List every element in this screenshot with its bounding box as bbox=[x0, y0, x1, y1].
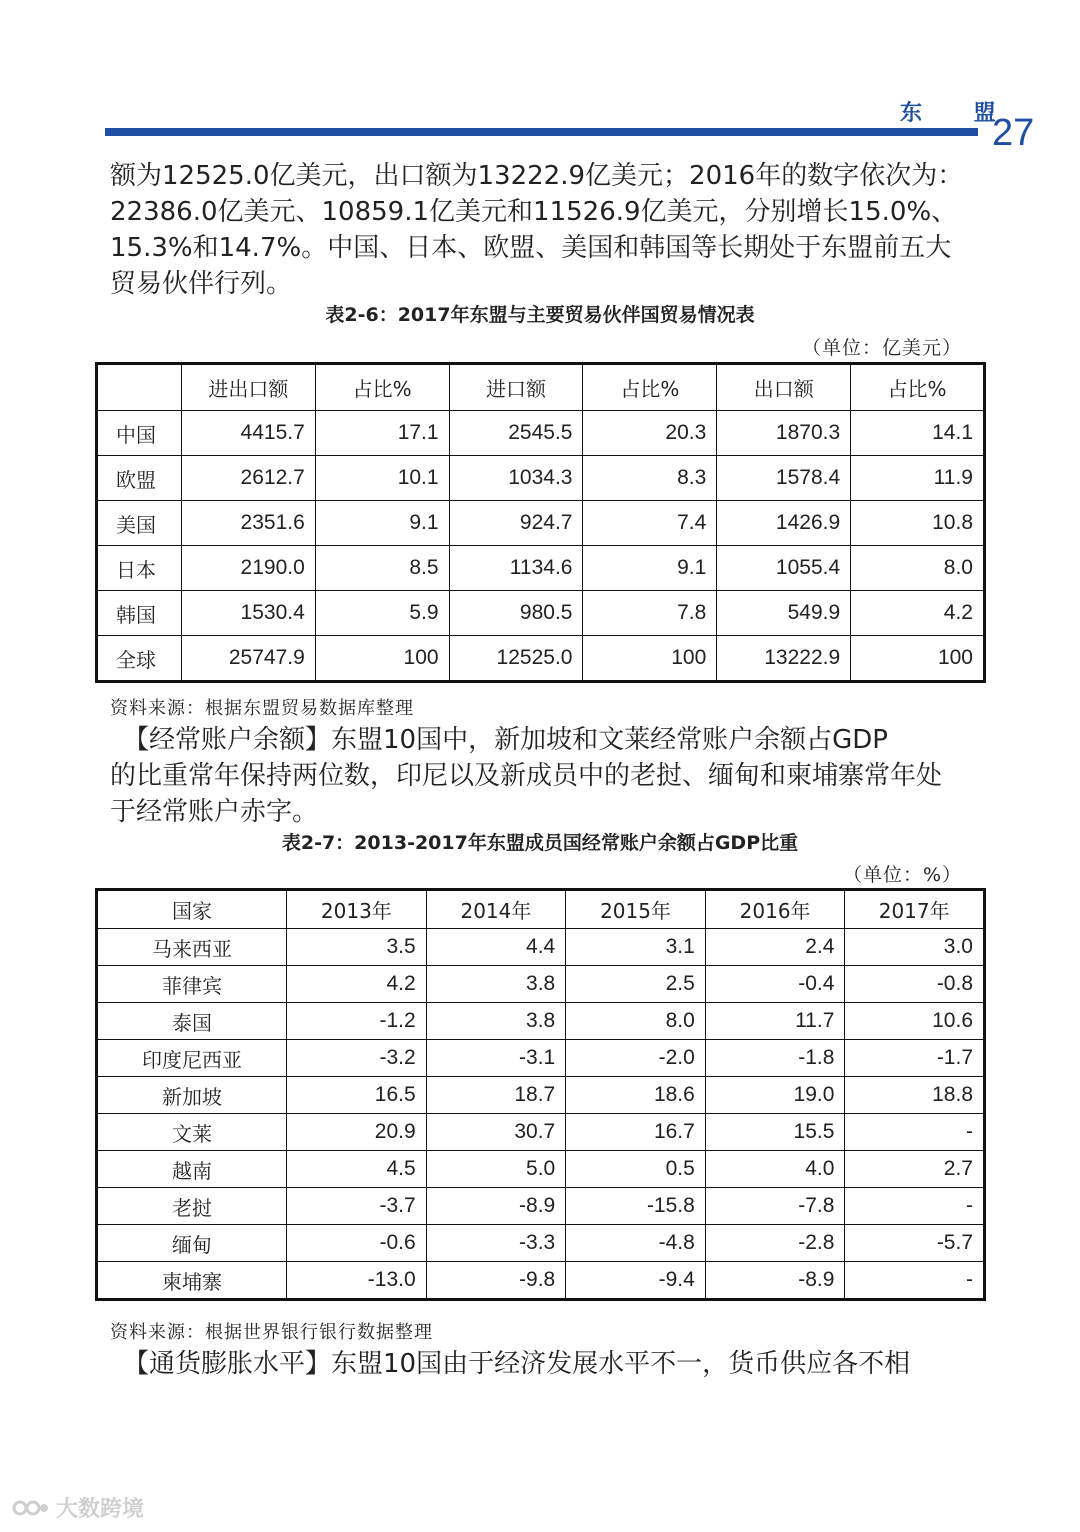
table2-source: 资料来源：根据世界银行银行数据整理 bbox=[110, 1322, 433, 1343]
table-cell: 10.8 bbox=[851, 501, 985, 546]
table-cell: 3.8 bbox=[426, 966, 566, 1003]
paragraph-line: 【通货膨胀水平】东盟10国由于经济发展水平不一，货币供应各不相 bbox=[110, 1349, 911, 1379]
table2-unit: （单位：%） bbox=[842, 864, 962, 886]
table-cell: 4.5 bbox=[287, 1151, 427, 1188]
paragraph-3 bbox=[110, 1346, 980, 1382]
header-rule bbox=[105, 128, 978, 136]
table-cell: -5.7 bbox=[845, 1225, 985, 1262]
table-cell: 10.6 bbox=[845, 1003, 985, 1040]
table-cell: 5.0 bbox=[426, 1151, 566, 1188]
table-row bbox=[97, 591, 985, 636]
column-header: 出口额 bbox=[717, 364, 851, 411]
row-label: 美国 bbox=[97, 501, 182, 546]
watermark-text: 大数跨境 bbox=[56, 1497, 145, 1522]
table-cell: 8.0 bbox=[566, 1003, 706, 1040]
column-header: 国家 bbox=[97, 890, 287, 929]
table-cell: 1055.4 bbox=[717, 546, 851, 591]
row-label: 泰国 bbox=[97, 1003, 287, 1040]
row-label: 老挝 bbox=[97, 1188, 287, 1225]
watermark bbox=[12, 1492, 144, 1523]
table-row bbox=[97, 1003, 985, 1040]
column-header: 2014年 bbox=[426, 890, 566, 929]
table-cell: 30.7 bbox=[426, 1114, 566, 1151]
table-row bbox=[97, 1077, 985, 1114]
table-cell: 15.5 bbox=[705, 1114, 845, 1151]
table-cell: 1870.3 bbox=[717, 411, 851, 456]
table-cell: 18.6 bbox=[566, 1077, 706, 1114]
table-cell: -7.8 bbox=[705, 1188, 845, 1225]
column-header: 2015年 bbox=[566, 890, 706, 929]
table-cell: 2.7 bbox=[845, 1151, 985, 1188]
table-cell: 5.9 bbox=[315, 591, 449, 636]
table-cell: 100 bbox=[851, 636, 985, 682]
table-cell: -8.9 bbox=[705, 1262, 845, 1300]
current-account-table bbox=[95, 888, 986, 1301]
table-row bbox=[97, 411, 985, 456]
table-cell: 4.4 bbox=[426, 929, 566, 966]
table-cell: -15.8 bbox=[566, 1188, 706, 1225]
watermark-logo-icon bbox=[12, 1497, 50, 1519]
table-cell: -1.7 bbox=[845, 1040, 985, 1077]
table-cell: -3.1 bbox=[426, 1040, 566, 1077]
table-cell: 3.1 bbox=[566, 929, 706, 966]
table-cell: 0.5 bbox=[566, 1151, 706, 1188]
column-header: 2017年 bbox=[845, 890, 985, 929]
row-label: 印度尼西亚 bbox=[97, 1040, 287, 1077]
column-header: 进口额 bbox=[449, 364, 583, 411]
trade-partners-table bbox=[95, 362, 986, 683]
table-cell: 11.7 bbox=[705, 1003, 845, 1040]
table-cell: -9.4 bbox=[566, 1262, 706, 1300]
table-cell: -2.8 bbox=[705, 1225, 845, 1262]
table-cell: 20.9 bbox=[287, 1114, 427, 1151]
paragraph-line: 【经常账户余额】东盟10国中，新加坡和文莱经常账户余额占GDP bbox=[110, 725, 888, 755]
table-cell: 16.5 bbox=[287, 1077, 427, 1114]
table-cell: 11.9 bbox=[851, 456, 985, 501]
table-cell: -0.8 bbox=[845, 966, 985, 1003]
table-cell: -3.3 bbox=[426, 1225, 566, 1262]
table-row bbox=[97, 636, 985, 682]
table-cell: 1530.4 bbox=[181, 591, 315, 636]
table-cell: -8.9 bbox=[426, 1188, 566, 1225]
table-cell: -2.0 bbox=[566, 1040, 706, 1077]
row-label: 文莱 bbox=[97, 1114, 287, 1151]
row-label: 中国 bbox=[97, 411, 182, 456]
table-cell: 14.1 bbox=[851, 411, 985, 456]
table-cell: -1.8 bbox=[705, 1040, 845, 1077]
column-header: 占比% bbox=[583, 364, 717, 411]
table-cell: -0.4 bbox=[705, 966, 845, 1003]
paragraph-line: 22386.0亿美元、10859.1亿美元和11526.9亿美元，分别增长15.0%、 bbox=[110, 197, 958, 227]
column-header: 进出口额 bbox=[181, 364, 315, 411]
table-cell: 9.1 bbox=[583, 546, 717, 591]
table-cell: 2190.0 bbox=[181, 546, 315, 591]
row-label: 马来西亚 bbox=[97, 929, 287, 966]
table-row bbox=[97, 456, 985, 501]
table-row bbox=[97, 546, 985, 591]
table-row bbox=[97, 501, 985, 546]
table1-caption: 表2-6：2017年东盟与主要贸易伙伴国贸易情况表 bbox=[325, 304, 755, 326]
table-cell: 2.5 bbox=[566, 966, 706, 1003]
row-label: 日本 bbox=[97, 546, 182, 591]
table-row bbox=[97, 1114, 985, 1151]
table-header-row bbox=[97, 890, 985, 929]
table-row bbox=[97, 1225, 985, 1262]
table-cell: 16.7 bbox=[566, 1114, 706, 1151]
section-title: 东 盟 bbox=[900, 101, 1018, 126]
table2-caption: 表2-7：2013-2017年东盟成员国经常账户余额占GDP比重 bbox=[281, 832, 799, 854]
table-cell: 18.8 bbox=[845, 1077, 985, 1114]
table-cell: -0.6 bbox=[287, 1225, 427, 1262]
table-header-row bbox=[97, 364, 985, 411]
table-cell: 4415.7 bbox=[181, 411, 315, 456]
paragraph-line: 于经常账户赤字。 bbox=[110, 797, 319, 827]
table-row bbox=[97, 1040, 985, 1077]
table-cell: 2612.7 bbox=[181, 456, 315, 501]
page-number: 27 bbox=[992, 112, 1035, 154]
row-label: 韩国 bbox=[97, 591, 182, 636]
paragraph-line: 额为12525.0亿美元，出口额为13222.9亿美元；2016年的数字依次为： bbox=[110, 161, 964, 191]
row-label: 菲律宾 bbox=[97, 966, 287, 1003]
table-cell: 10.1 bbox=[315, 456, 449, 501]
column-header: 占比% bbox=[315, 364, 449, 411]
table-cell: 2351.6 bbox=[181, 501, 315, 546]
table-cell: -1.2 bbox=[287, 1003, 427, 1040]
table-row bbox=[97, 966, 985, 1003]
row-label: 全球 bbox=[97, 636, 182, 682]
column-header: 占比% bbox=[851, 364, 985, 411]
table-cell: 8.3 bbox=[583, 456, 717, 501]
column-header bbox=[97, 364, 182, 411]
table-cell: - bbox=[845, 1262, 985, 1300]
table-cell: -3.2 bbox=[287, 1040, 427, 1077]
table-cell: - bbox=[845, 1188, 985, 1225]
paragraph-1 bbox=[110, 158, 980, 302]
table-cell: 924.7 bbox=[449, 501, 583, 546]
table-cell: 1134.6 bbox=[449, 546, 583, 591]
table-row bbox=[97, 1188, 985, 1225]
table-cell: 20.3 bbox=[583, 411, 717, 456]
table-cell: -13.0 bbox=[287, 1262, 427, 1300]
table-cell: 4.2 bbox=[287, 966, 427, 1003]
table-row bbox=[97, 1151, 985, 1188]
paragraph-line: 15.3%和14.7%。中国、日本、欧盟、美国和韩国等长期处于东盟前五大 bbox=[110, 233, 952, 263]
paragraph-line: 的比重常年保持两位数，印尼以及新成员中的老挝、缅甸和柬埔寨常年处 bbox=[110, 761, 943, 791]
table-cell: 3.0 bbox=[845, 929, 985, 966]
table-cell: 8.0 bbox=[851, 546, 985, 591]
table-cell: 1578.4 bbox=[717, 456, 851, 501]
table-cell: 2.4 bbox=[705, 929, 845, 966]
row-label: 新加坡 bbox=[97, 1077, 287, 1114]
table-cell: 25747.9 bbox=[181, 636, 315, 682]
table1-source: 资料来源：根据东盟贸易数据库整理 bbox=[110, 698, 414, 719]
table-cell: - bbox=[845, 1114, 985, 1151]
row-label: 欧盟 bbox=[97, 456, 182, 501]
table-cell: 7.8 bbox=[583, 591, 717, 636]
table-cell: 18.7 bbox=[426, 1077, 566, 1114]
table-cell: 100 bbox=[315, 636, 449, 682]
table1-unit: （单位：亿美元） bbox=[801, 337, 962, 359]
table-cell: 1034.3 bbox=[449, 456, 583, 501]
table-cell: 17.1 bbox=[315, 411, 449, 456]
row-label: 越南 bbox=[97, 1151, 287, 1188]
table-cell: 1426.9 bbox=[717, 501, 851, 546]
table-cell: 549.9 bbox=[717, 591, 851, 636]
table-cell: -3.7 bbox=[287, 1188, 427, 1225]
table-cell: 3.5 bbox=[287, 929, 427, 966]
column-header: 2016年 bbox=[705, 890, 845, 929]
table-cell: 7.4 bbox=[583, 501, 717, 546]
table-cell: -4.8 bbox=[566, 1225, 706, 1262]
paragraph-2 bbox=[110, 722, 980, 830]
table-cell: 4.2 bbox=[851, 591, 985, 636]
table-cell: 9.1 bbox=[315, 501, 449, 546]
row-label: 缅甸 bbox=[97, 1225, 287, 1262]
table-cell: 19.0 bbox=[705, 1077, 845, 1114]
table-cell: 8.5 bbox=[315, 546, 449, 591]
table-cell: 4.0 bbox=[705, 1151, 845, 1188]
column-header: 2013年 bbox=[287, 890, 427, 929]
table-cell: 3.8 bbox=[426, 1003, 566, 1040]
row-label: 柬埔寨 bbox=[97, 1262, 287, 1300]
table-cell: 980.5 bbox=[449, 591, 583, 636]
table-row bbox=[97, 929, 985, 966]
table-cell: 2545.5 bbox=[449, 411, 583, 456]
paragraph-line: 贸易伙伴行列。 bbox=[110, 269, 293, 299]
table-cell: 13222.9 bbox=[717, 636, 851, 682]
table-cell: 12525.0 bbox=[449, 636, 583, 682]
table-row bbox=[97, 1262, 985, 1300]
table-cell: 100 bbox=[583, 636, 717, 682]
table-cell: -9.8 bbox=[426, 1262, 566, 1300]
